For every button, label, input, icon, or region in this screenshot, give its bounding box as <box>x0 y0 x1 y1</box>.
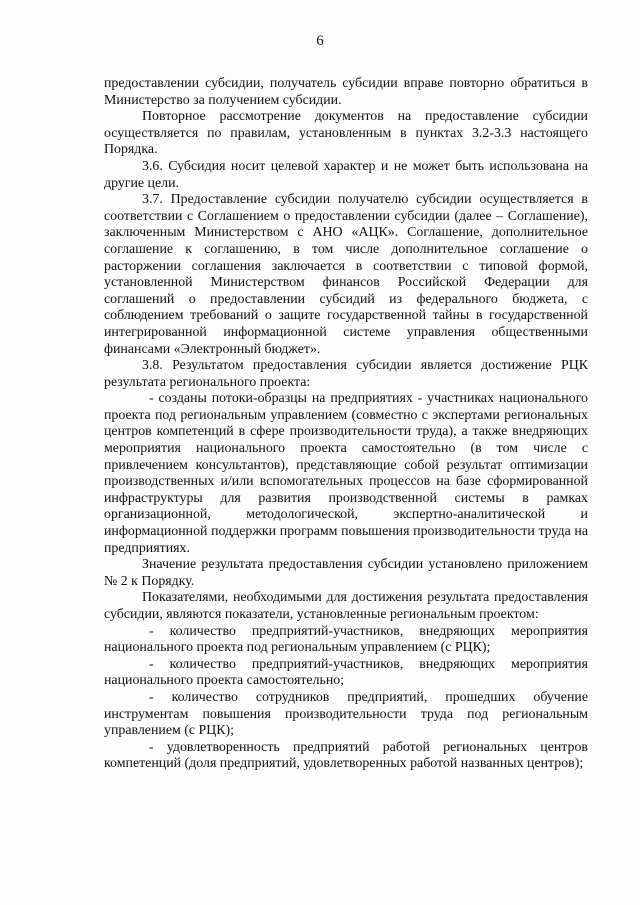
paragraph-result-value: Значение результата предоставления субсидии установлено приложением № 2 к Порядку. <box>104 557 588 589</box>
paragraph-indicators: Показателями, необходимыми для достижения результата предоставления субсидии, являются показатели, установленные региональным проектом: <box>104 590 588 622</box>
list-item-indicator-2: - количество предприятий-участников, внедряющих мероприятия национального проекта самостоятельно; <box>104 656 588 689</box>
document-body <box>104 76 588 773</box>
list-item-result: - созданы потоки-образцы на предприятиях - участниках национального проекта под региональным управлением (совместно с экспертами региональных центров компетенций в сфере производительности труда), а также внедряющих мероприятия национального проекта самостоятельно (в том числе с привлечением консультантов), представляющие собой результат оптимизации производственных и/или вспомогательных процессов на базе сформированной инфраструктуры для развития производственной системы в рамках организационной, методологической, экспертно-аналитической и информационной поддержки программ повышения производительности труда на предприятиях. <box>104 391 588 556</box>
page-number: 6 <box>316 33 324 49</box>
list-item-indicator-1: - количество предприятий-участников, внедряющих мероприятия национального проекта под региональным управлением (с РЦК); <box>104 623 588 656</box>
list-item-indicator-4: - удовлетворенность предприятий работой региональных центров компетенций (доля предприятий, удовлетворенных работой названных центров); <box>104 739 588 772</box>
paragraph-3-6: 3.6. Субсидия носит целевой характер и не может быть использована на другие цели. <box>104 158 588 191</box>
paragraph-continuation: предоставлении субсидии, получатель субсидии вправе повторно обратиться в Министерство за получением субсидии. <box>104 76 588 108</box>
paragraph-repeat-review: Повторное рассмотрение документов на предоставление субсидии осуществляется по правилам, установленным в пунктах 3.2-3.3 настоящего Порядка. <box>104 109 588 158</box>
list-item-indicator-3: - количество сотрудников предприятий, прошедших обучение инструментам повышения производительности труда под региональным управлением (с РЦК); <box>104 689 588 739</box>
paragraph-3-7: 3.7. Предоставление субсидии получателю субсидии осуществляется в соответствии с Соглашением о предоставлении субсидии (далее – Соглашение), заключенным Министерством с АНО «АЦК». Соглашение, дополнительное соглашение к соглашению, в том числе дополнительное соглашение о расторжении соглашения заключается в соответствии с типовой формой, установленной Министерством финансов Российской Федерации для соглашений о предоставлении субсидий из федерального бюджета, с соблюдением требований о защите государственной тайны в государственной интегрированной информационной системе управления общественными финансами «Электронный бюджет». <box>104 192 588 357</box>
paragraph-3-8: 3.8. Результатом предоставления субсидии является достижение РЦК результата регионального проекта: <box>104 358 588 390</box>
